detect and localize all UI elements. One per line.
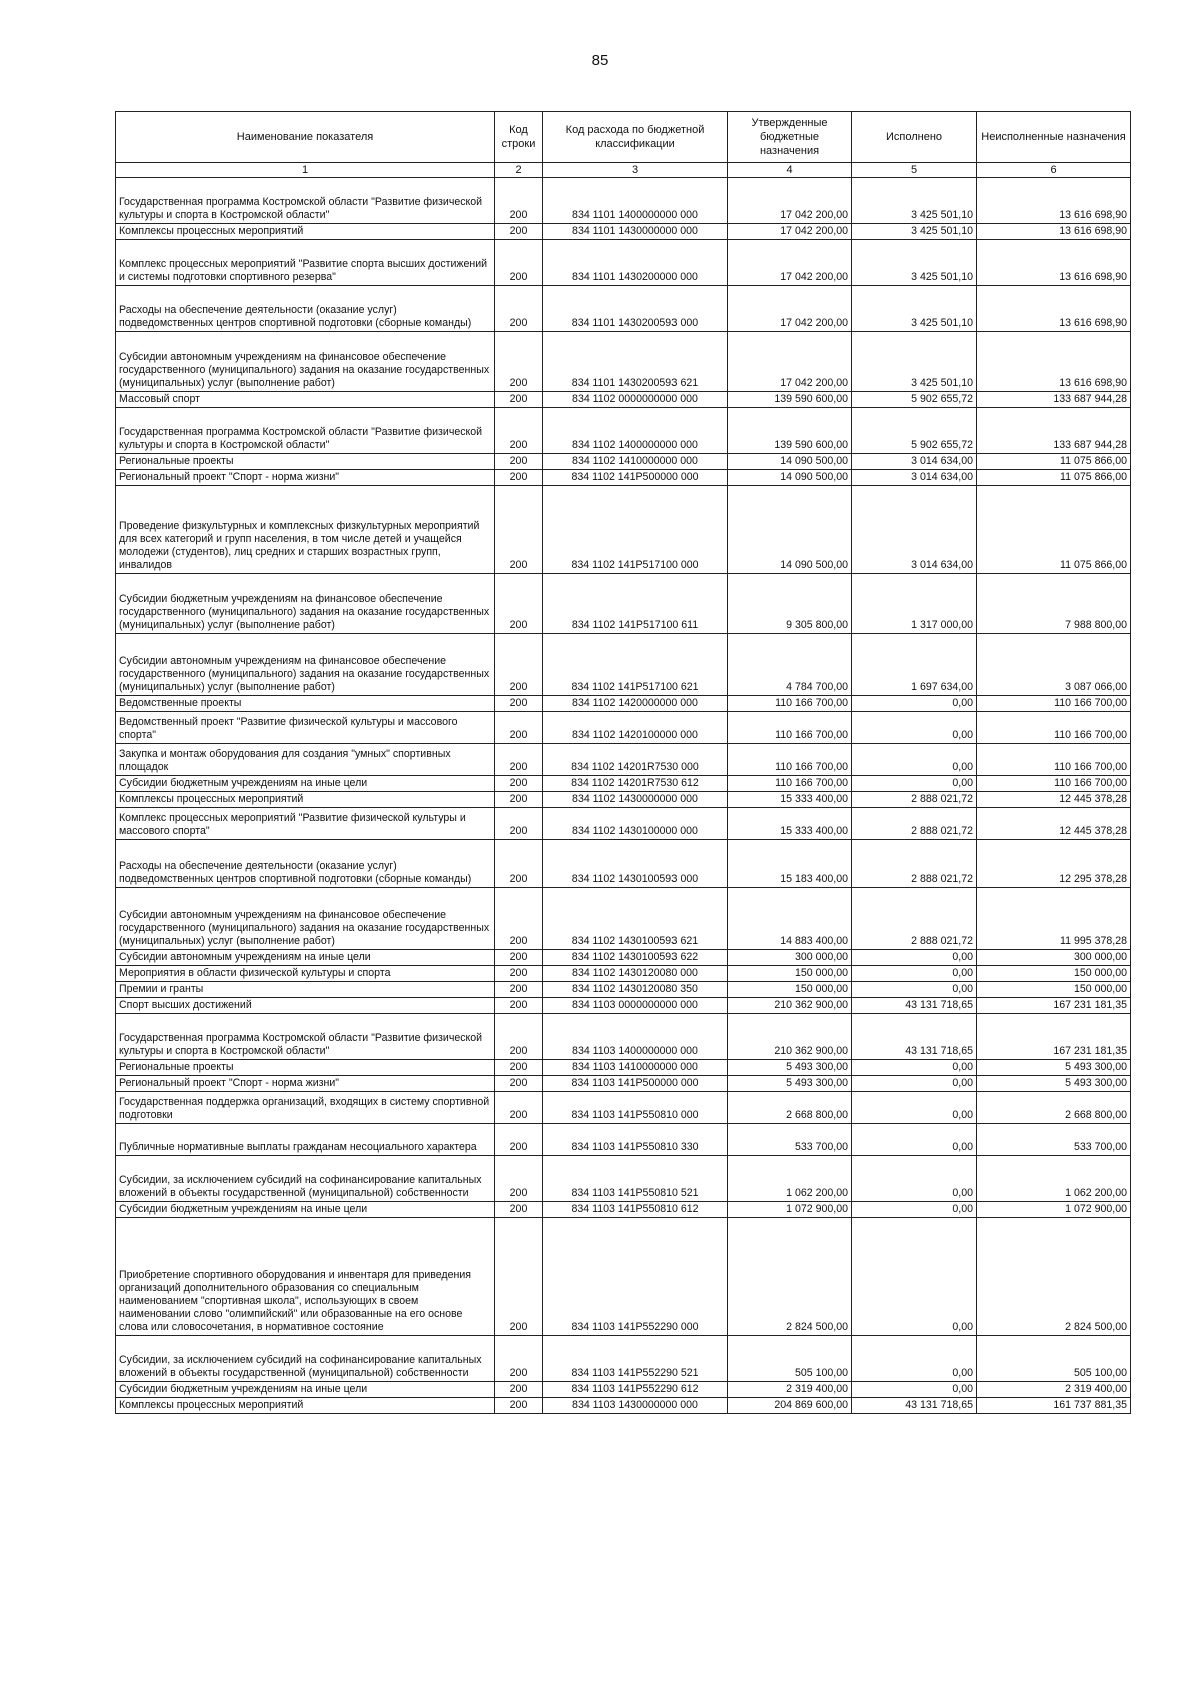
approved-amount-cell: 150 000,00 xyxy=(728,982,852,998)
header-number-row xyxy=(116,163,1131,178)
row-code-cell: 200 xyxy=(495,1398,543,1414)
indicator-name-cell: Спорт высших достижений xyxy=(116,998,495,1014)
approved-amount-cell: 204 869 600,00 xyxy=(728,1398,852,1414)
classification-code-cell: 834 1103 141P552290 521 xyxy=(543,1336,728,1382)
indicator-name-cell: Субсидии бюджетным учреждениям на финансовое обеспечение государственного (муниципального) задания на оказание государственных (муниципальных) услуг (выполнение работ) xyxy=(116,574,495,634)
executed-amount-cell: 0,00 xyxy=(852,1156,977,1202)
executed-amount-cell: 0,00 xyxy=(852,1218,977,1336)
executed-amount-cell: 0,00 xyxy=(852,1202,977,1218)
approved-amount-cell: 210 362 900,00 xyxy=(728,1014,852,1060)
classification-code-cell: 834 1103 1400000000 000 xyxy=(543,1014,728,1060)
table-row xyxy=(116,888,1131,950)
executed-amount-cell: 0,00 xyxy=(852,1076,977,1092)
classification-code-cell: 834 1102 14201R7530 000 xyxy=(543,744,728,776)
header-num-3: 3 xyxy=(543,163,728,178)
approved-amount-cell: 15 333 400,00 xyxy=(728,792,852,808)
unexecuted-amount-cell: 505 100,00 xyxy=(977,1336,1131,1382)
unexecuted-amount-cell: 110 166 700,00 xyxy=(977,776,1131,792)
row-code-cell: 200 xyxy=(495,950,543,966)
table-row xyxy=(116,840,1131,888)
unexecuted-amount-cell: 12 295 378,28 xyxy=(977,840,1131,888)
classification-code-cell: 834 1103 141P550810 330 xyxy=(543,1124,728,1156)
executed-amount-cell: 3 014 634,00 xyxy=(852,486,977,574)
row-code-cell: 200 xyxy=(495,998,543,1014)
indicator-name-cell: Проведение физкультурных и комплексных физкультурных мероприятий для всех категорий и групп населения, в том числе детей и учащейся молодежи (студентов), лиц средних и старших возрастных групп, инвалидов xyxy=(116,486,495,574)
executed-amount-cell: 0,00 xyxy=(852,966,977,982)
classification-code-cell: 834 1103 141P552290 000 xyxy=(543,1218,728,1336)
row-code-cell: 200 xyxy=(495,1092,543,1124)
approved-amount-cell: 15 183 400,00 xyxy=(728,840,852,888)
approved-amount-cell: 2 319 400,00 xyxy=(728,1382,852,1398)
row-code-cell: 200 xyxy=(495,744,543,776)
row-code-cell: 200 xyxy=(495,332,543,392)
table-row xyxy=(116,966,1131,982)
unexecuted-amount-cell: 2 824 500,00 xyxy=(977,1218,1131,1336)
classification-code-cell: 834 1102 1420100000 000 xyxy=(543,712,728,744)
row-code-cell: 200 xyxy=(495,966,543,982)
row-code-cell: 200 xyxy=(495,696,543,712)
table-row xyxy=(116,486,1131,574)
indicator-name-cell: Мероприятия в области физической культуры и спорта xyxy=(116,966,495,982)
indicator-name-cell: Региональные проекты xyxy=(116,454,495,470)
unexecuted-amount-cell: 13 616 698,90 xyxy=(977,240,1131,286)
table-row xyxy=(116,1014,1131,1060)
header-executed: Исполнено xyxy=(852,112,977,163)
indicator-name-cell: Субсидии бюджетным учреждениям на иные цели xyxy=(116,776,495,792)
table-row xyxy=(116,574,1131,634)
row-code-cell: 200 xyxy=(495,574,543,634)
table-row xyxy=(116,634,1131,696)
table-row xyxy=(116,178,1131,224)
classification-code-cell: 834 1102 1430100000 000 xyxy=(543,808,728,840)
executed-amount-cell: 43 131 718,65 xyxy=(852,1398,977,1414)
indicator-name-cell: Региональные проекты xyxy=(116,1060,495,1076)
indicator-name-cell: Расходы на обеспечение деятельности (оказание услуг) подведомственных центров спортивной подготовки (сборные команды) xyxy=(116,286,495,332)
indicator-name-cell: Региональный проект "Спорт - норма жизни" xyxy=(116,1076,495,1092)
approved-amount-cell: 17 042 200,00 xyxy=(728,224,852,240)
approved-amount-cell: 139 590 600,00 xyxy=(728,392,852,408)
executed-amount-cell: 0,00 xyxy=(852,744,977,776)
unexecuted-amount-cell: 1 062 200,00 xyxy=(977,1156,1131,1202)
approved-amount-cell: 5 493 300,00 xyxy=(728,1060,852,1076)
classification-code-cell: 834 1102 1420000000 000 xyxy=(543,696,728,712)
row-code-cell: 200 xyxy=(495,1156,543,1202)
classification-code-cell: 834 1102 143010059З 621 xyxy=(543,888,728,950)
classification-code-cell: 834 1101 143020059З 621 xyxy=(543,332,728,392)
table-row xyxy=(116,744,1131,776)
classification-code-cell: 834 1102 1430120080 000 xyxy=(543,966,728,982)
table-row xyxy=(116,696,1131,712)
table-row xyxy=(116,240,1131,286)
executed-amount-cell: 1 317 000,00 xyxy=(852,574,977,634)
executed-amount-cell: 0,00 xyxy=(852,1124,977,1156)
classification-code-cell: 834 1103 141P552290 612 xyxy=(543,1382,728,1398)
approved-amount-cell: 505 100,00 xyxy=(728,1336,852,1382)
table-row xyxy=(116,224,1131,240)
table-row xyxy=(116,950,1131,966)
approved-amount-cell: 533 700,00 xyxy=(728,1124,852,1156)
approved-amount-cell: 1 072 900,00 xyxy=(728,1202,852,1218)
approved-amount-cell: 1 062 200,00 xyxy=(728,1156,852,1202)
executed-amount-cell: 0,00 xyxy=(852,1060,977,1076)
row-code-cell: 200 xyxy=(495,808,543,840)
approved-amount-cell: 17 042 200,00 xyxy=(728,240,852,286)
table-row xyxy=(116,1156,1131,1202)
indicator-name-cell: Региональный проект "Спорт - норма жизни" xyxy=(116,470,495,486)
table-row xyxy=(116,1060,1131,1076)
approved-amount-cell: 14 090 500,00 xyxy=(728,486,852,574)
executed-amount-cell: 3 425 501,10 xyxy=(852,332,977,392)
executed-amount-cell: 3 425 501,10 xyxy=(852,286,977,332)
unexecuted-amount-cell: 133 687 944,28 xyxy=(977,408,1131,454)
executed-amount-cell: 2 888 021,72 xyxy=(852,808,977,840)
row-code-cell: 200 xyxy=(495,888,543,950)
unexecuted-amount-cell: 150 000,00 xyxy=(977,982,1131,998)
classification-code-cell: 834 1103 0000000000 000 xyxy=(543,998,728,1014)
table-row xyxy=(116,1382,1131,1398)
indicator-name-cell: Комплекс процессных мероприятий "Развитие спорта высших достижений и системы подготовки спортивного резерва" xyxy=(116,240,495,286)
unexecuted-amount-cell: 12 445 378,28 xyxy=(977,808,1131,840)
unexecuted-amount-cell: 13 616 698,90 xyxy=(977,332,1131,392)
row-code-cell: 200 xyxy=(495,1336,543,1382)
approved-amount-cell: 14 883 400,00 xyxy=(728,888,852,950)
indicator-name-cell: Субсидии автономным учреждениям на иные цели xyxy=(116,950,495,966)
table-row xyxy=(116,332,1131,392)
row-code-cell: 200 xyxy=(495,1014,543,1060)
executed-amount-cell: 0,00 xyxy=(852,1092,977,1124)
classification-code-cell: 834 1102 1430000000 000 xyxy=(543,792,728,808)
executed-amount-cell: 3 425 501,10 xyxy=(852,178,977,224)
unexecuted-amount-cell: 150 000,00 xyxy=(977,966,1131,982)
table-row xyxy=(116,470,1131,486)
classification-code-cell: 834 1101 143020059З 000 xyxy=(543,286,728,332)
indicator-name-cell: Государственная программа Костромской области "Развитие физической культуры и спорта в Костромской области" xyxy=(116,408,495,454)
indicator-name-cell: Субсидии автономным учреждениям на финансовое обеспечение государственного (муниципального) задания на оказание государственных (муниципальных) услуг (выполнение работ) xyxy=(116,332,495,392)
header-approved: Утвержденные бюджетные назначения xyxy=(728,112,852,163)
indicator-name-cell: Ведомственные проекты xyxy=(116,696,495,712)
classification-code-cell: 834 1102 143010059З 622 xyxy=(543,950,728,966)
row-code-cell: 200 xyxy=(495,1218,543,1336)
unexecuted-amount-cell: 11 075 866,00 xyxy=(977,454,1131,470)
row-code-cell: 200 xyxy=(495,1124,543,1156)
unexecuted-amount-cell: 11 995 378,28 xyxy=(977,888,1131,950)
executed-amount-cell: 1 697 634,00 xyxy=(852,634,977,696)
executed-amount-cell: 0,00 xyxy=(852,1336,977,1382)
classification-code-cell: 834 1103 141P550810 612 xyxy=(543,1202,728,1218)
row-code-cell: 200 xyxy=(495,392,543,408)
approved-amount-cell: 4 784 700,00 xyxy=(728,634,852,696)
row-code-cell: 200 xyxy=(495,634,543,696)
header-unexecuted: Неисполненные назначения xyxy=(977,112,1131,163)
unexecuted-amount-cell: 7 988 800,00 xyxy=(977,574,1131,634)
executed-amount-cell: 5 902 655,72 xyxy=(852,408,977,454)
row-code-cell: 200 xyxy=(495,1202,543,1218)
row-code-cell: 200 xyxy=(495,776,543,792)
classification-code-cell: 834 1103 141P550810 000 xyxy=(543,1092,728,1124)
unexecuted-amount-cell: 533 700,00 xyxy=(977,1124,1131,1156)
indicator-name-cell: Субсидии бюджетным учреждениям на иные цели xyxy=(116,1202,495,1218)
indicator-name-cell: Комплексы процессных мероприятий xyxy=(116,1398,495,1414)
unexecuted-amount-cell: 2 319 400,00 xyxy=(977,1382,1131,1398)
unexecuted-amount-cell: 12 445 378,28 xyxy=(977,792,1131,808)
classification-code-cell: 834 1102 0000000000 000 xyxy=(543,392,728,408)
executed-amount-cell: 0,00 xyxy=(852,982,977,998)
header-row-code: Код строки xyxy=(495,112,543,163)
executed-amount-cell: 43 131 718,65 xyxy=(852,1014,977,1060)
table-row xyxy=(116,1336,1131,1382)
table-row xyxy=(116,776,1131,792)
unexecuted-amount-cell: 110 166 700,00 xyxy=(977,744,1131,776)
table-row xyxy=(116,1218,1131,1336)
unexecuted-amount-cell: 3 087 066,00 xyxy=(977,634,1131,696)
row-code-cell: 200 xyxy=(495,840,543,888)
row-code-cell: 200 xyxy=(495,982,543,998)
approved-amount-cell: 17 042 200,00 xyxy=(728,286,852,332)
classification-code-cell: 834 1103 1410000000 000 xyxy=(543,1060,728,1076)
executed-amount-cell: 3 425 501,10 xyxy=(852,240,977,286)
approved-amount-cell: 300 000,00 xyxy=(728,950,852,966)
budget-execution-table xyxy=(115,111,1131,1414)
row-code-cell: 200 xyxy=(495,178,543,224)
table-row xyxy=(116,408,1131,454)
table-row xyxy=(116,1092,1131,1124)
approved-amount-cell: 17 042 200,00 xyxy=(728,178,852,224)
unexecuted-amount-cell: 110 166 700,00 xyxy=(977,712,1131,744)
row-code-cell: 200 xyxy=(495,1060,543,1076)
classification-code-cell: 834 1102 1430120080 350 xyxy=(543,982,728,998)
table-row xyxy=(116,454,1131,470)
unexecuted-amount-cell: 2 668 800,00 xyxy=(977,1092,1131,1124)
executed-amount-cell: 3 014 634,00 xyxy=(852,454,977,470)
unexecuted-amount-cell: 5 493 300,00 xyxy=(977,1076,1131,1092)
unexecuted-amount-cell: 11 075 866,00 xyxy=(977,470,1131,486)
classification-code-cell: 834 1103 141P550810 521 xyxy=(543,1156,728,1202)
header-num-1: 1 xyxy=(116,163,495,178)
table-body xyxy=(116,178,1131,1414)
header-row xyxy=(116,112,1131,163)
executed-amount-cell: 2 888 021,72 xyxy=(852,792,977,808)
unexecuted-amount-cell: 133 687 944,28 xyxy=(977,392,1131,408)
approved-amount-cell: 9 305 800,00 xyxy=(728,574,852,634)
table-row xyxy=(116,1398,1131,1414)
unexecuted-amount-cell: 13 616 698,90 xyxy=(977,224,1131,240)
indicator-name-cell: Премии и гранты xyxy=(116,982,495,998)
classification-code-cell: 834 1103 1430000000 000 xyxy=(543,1398,728,1414)
table-row xyxy=(116,392,1131,408)
row-code-cell: 200 xyxy=(495,712,543,744)
indicator-name-cell: Субсидии, за исключением субсидий на софинансирование капитальных вложений в объекты государственной (муниципальной) собственности xyxy=(116,1156,495,1202)
table-row xyxy=(116,1124,1131,1156)
approved-amount-cell: 110 166 700,00 xyxy=(728,712,852,744)
header-num-4: 4 xyxy=(728,163,852,178)
approved-amount-cell: 5 493 300,00 xyxy=(728,1076,852,1092)
executed-amount-cell: 43 131 718,65 xyxy=(852,998,977,1014)
indicator-name-cell: Субсидии бюджетным учреждениям на иные цели xyxy=(116,1382,495,1398)
classification-code-cell: 834 1102 141P500000 000 xyxy=(543,470,728,486)
indicator-name-cell: Комплексы процессных мероприятий xyxy=(116,792,495,808)
indicator-name-cell: Комплекс процессных мероприятий "Развитие физической культуры и массового спорта" xyxy=(116,808,495,840)
header-num-2: 2 xyxy=(495,163,543,178)
classification-code-cell: 834 1101 1430000000 000 xyxy=(543,224,728,240)
indicator-name-cell: Субсидии автономным учреждениям на финансовое обеспечение государственного (муниципального) задания на оказание государственных (муниципальных) услуг (выполнение работ) xyxy=(116,888,495,950)
page-number: 85 xyxy=(591,52,609,69)
row-code-cell: 200 xyxy=(495,486,543,574)
classification-code-cell: 834 1102 1410000000 000 xyxy=(543,454,728,470)
approved-amount-cell: 139 590 600,00 xyxy=(728,408,852,454)
approved-amount-cell: 14 090 500,00 xyxy=(728,470,852,486)
executed-amount-cell: 2 888 021,72 xyxy=(852,888,977,950)
classification-code-cell: 834 1102 143010059З 000 xyxy=(543,840,728,888)
indicator-name-cell: Субсидии, за исключением субсидий на софинансирование капитальных вложений в объекты государственной (муниципальной) собственности xyxy=(116,1336,495,1382)
unexecuted-amount-cell: 167 231 181,35 xyxy=(977,1014,1131,1060)
header-num-5: 5 xyxy=(852,163,977,178)
row-code-cell: 200 xyxy=(495,1382,543,1398)
approved-amount-cell: 2 824 500,00 xyxy=(728,1218,852,1336)
indicator-name-cell: Государственная поддержка организаций, входящих в систему спортивной подготовки xyxy=(116,1092,495,1124)
approved-amount-cell: 17 042 200,00 xyxy=(728,332,852,392)
indicator-name-cell: Публичные нормативные выплаты гражданам несоциального характера xyxy=(116,1124,495,1156)
table-row xyxy=(116,712,1131,744)
classification-code-cell: 834 1102 1400000000 000 xyxy=(543,408,728,454)
table-row xyxy=(116,808,1131,840)
indicator-name-cell: Массовый спорт xyxy=(116,392,495,408)
approved-amount-cell: 110 166 700,00 xyxy=(728,776,852,792)
indicator-name-cell: Закупка и монтаж оборудования для создания "умных" спортивных площадок xyxy=(116,744,495,776)
row-code-cell: 200 xyxy=(495,224,543,240)
approved-amount-cell: 14 090 500,00 xyxy=(728,454,852,470)
executed-amount-cell: 0,00 xyxy=(852,712,977,744)
header-num-6: 6 xyxy=(977,163,1131,178)
unexecuted-amount-cell: 167 231 181,35 xyxy=(977,998,1131,1014)
unexecuted-amount-cell: 11 075 866,00 xyxy=(977,486,1131,574)
executed-amount-cell: 5 902 655,72 xyxy=(852,392,977,408)
header-indicator-name: Наименование показателя xyxy=(116,112,495,163)
unexecuted-amount-cell: 1 072 900,00 xyxy=(977,1202,1131,1218)
indicator-name-cell: Расходы на обеспечение деятельности (оказание услуг) подведомственных центров спортивной подготовки (сборные команды) xyxy=(116,840,495,888)
header-budget-classification: Код расхода по бюджетной классификации xyxy=(543,112,728,163)
classification-code-cell: 834 1101 1430200000 000 xyxy=(543,240,728,286)
unexecuted-amount-cell: 300 000,00 xyxy=(977,950,1131,966)
approved-amount-cell: 210 362 900,00 xyxy=(728,998,852,1014)
executed-amount-cell: 2 888 021,72 xyxy=(852,840,977,888)
classification-code-cell: 834 1103 141P500000 000 xyxy=(543,1076,728,1092)
unexecuted-amount-cell: 5 493 300,00 xyxy=(977,1060,1131,1076)
executed-amount-cell: 0,00 xyxy=(852,696,977,712)
row-code-cell: 200 xyxy=(495,408,543,454)
executed-amount-cell: 0,00 xyxy=(852,950,977,966)
approved-amount-cell: 2 668 800,00 xyxy=(728,1092,852,1124)
executed-amount-cell: 3 425 501,10 xyxy=(852,224,977,240)
row-code-cell: 200 xyxy=(495,470,543,486)
row-code-cell: 200 xyxy=(495,240,543,286)
row-code-cell: 200 xyxy=(495,1076,543,1092)
unexecuted-amount-cell: 13 616 698,90 xyxy=(977,178,1131,224)
executed-amount-cell: 0,00 xyxy=(852,1382,977,1398)
indicator-name-cell: Комплексы процессных мероприятий xyxy=(116,224,495,240)
row-code-cell: 200 xyxy=(495,454,543,470)
table-row xyxy=(116,982,1131,998)
indicator-name-cell: Государственная программа Костромской области "Развитие физической культуры и спорта в Костромской области" xyxy=(116,178,495,224)
classification-code-cell: 834 1102 141P517100 621 xyxy=(543,634,728,696)
unexecuted-amount-cell: 110 166 700,00 xyxy=(977,696,1131,712)
table-row xyxy=(116,286,1131,332)
indicator-name-cell: Приобретение спортивного оборудования и инвентаря для приведения организаций дополнительного образования со специальным наименованием "спортивная школа", использующих в своем наименовании слово "олимпийский" или образованные на его основе слова или словосочетания, в нормативное состояние xyxy=(116,1218,495,1336)
executed-amount-cell: 0,00 xyxy=(852,776,977,792)
indicator-name-cell: Ведомственный проект "Развитие физической культуры и массового спорта" xyxy=(116,712,495,744)
row-code-cell: 200 xyxy=(495,792,543,808)
table-row xyxy=(116,1076,1131,1092)
classification-code-cell: 834 1102 14201R7530 612 xyxy=(543,776,728,792)
approved-amount-cell: 150 000,00 xyxy=(728,966,852,982)
approved-amount-cell: 110 166 700,00 xyxy=(728,744,852,776)
executed-amount-cell: 3 014 634,00 xyxy=(852,470,977,486)
table-row xyxy=(116,792,1131,808)
classification-code-cell: 834 1102 141P517100 611 xyxy=(543,574,728,634)
table-row xyxy=(116,1202,1131,1218)
unexecuted-amount-cell: 13 616 698,90 xyxy=(977,286,1131,332)
unexecuted-amount-cell: 161 737 881,35 xyxy=(977,1398,1131,1414)
row-code-cell: 200 xyxy=(495,286,543,332)
indicator-name-cell: Субсидии автономным учреждениям на финансовое обеспечение государственного (муниципального) задания на оказание государственных (муниципальных) услуг (выполнение работ) xyxy=(116,634,495,696)
table-row xyxy=(116,998,1131,1014)
classification-code-cell: 834 1102 141P517100 000 xyxy=(543,486,728,574)
classification-code-cell: 834 1101 1400000000 000 xyxy=(543,178,728,224)
approved-amount-cell: 15 333 400,00 xyxy=(728,808,852,840)
indicator-name-cell: Государственная программа Костромской области "Развитие физической культуры и спорта в Костромской области" xyxy=(116,1014,495,1060)
approved-amount-cell: 110 166 700,00 xyxy=(728,696,852,712)
